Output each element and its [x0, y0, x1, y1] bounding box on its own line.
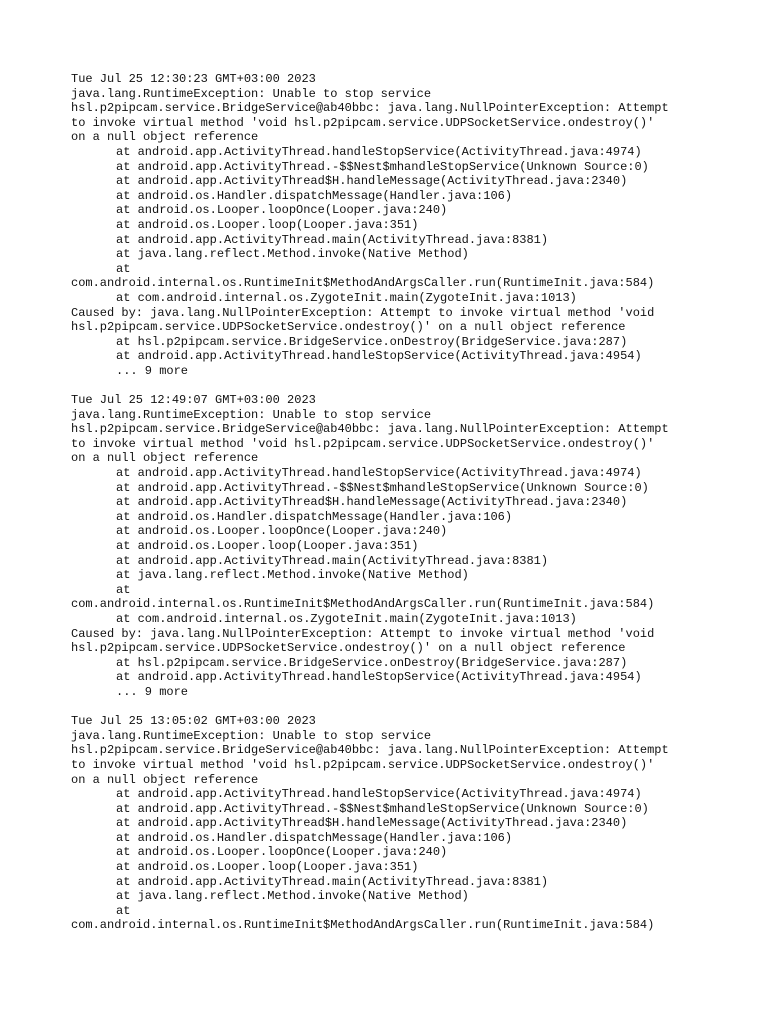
stack-trace-line: at android.app.ActivityThread$H.handleMessage(ActivityThread.java:2340) — [116, 816, 628, 831]
stack-trace-line: at android.app.ActivityThread.main(ActivityThread.java:8381) — [116, 232, 549, 247]
stack-trace-line: at android.app.ActivityThread.main(ActivityThread.java:8381) — [116, 553, 549, 568]
stack-trace-line: at android.os.Handler.dispatchMessage(Handler.java:106) — [116, 188, 513, 203]
stack-trace-line: at android.app.ActivityThread$H.handleMessage(ActivityThread.java:2340) — [116, 174, 628, 189]
stack-trace-line: at com.android.internal.os.ZygoteInit.main(ZygoteInit.java:1013) — [116, 611, 577, 626]
stack-trace-line: at android.os.Looper.loop(Looper.java:351) — [116, 539, 419, 553]
exception-message-line: to invoke virtual method 'void hsl.p2pipcam.service.UDPSocketService.ondestroy()' — [71, 436, 655, 451]
stack-trace-line: at java.lang.reflect.Method.invoke(Native Method) — [116, 247, 469, 262]
stack-trace-line: at android.app.ActivityThread.main(ActivityThread.java:8381) — [116, 874, 549, 889]
stack-trace-line: at android.os.Looper.loop(Looper.java:351) — [116, 860, 419, 875]
stack-trace-line: at android.app.ActivityThread.handleStopService(ActivityThread.java:4974) — [116, 144, 642, 159]
stack-trace-line: at android.app.ActivityThread.-$$Nest$mhandleStopService(Unknown Source:0) — [116, 801, 649, 816]
stack-trace-line: at android.os.Handler.dispatchMessage(Handler.java:106) — [116, 830, 513, 845]
stack-trace-line: at hsl.p2pipcam.service.BridgeService.onDestroy(BridgeService.java:287) — [116, 334, 628, 349]
stack-trace-line: at android.app.ActivityThread.handleStopService(ActivityThread.java:4974) — [116, 787, 642, 802]
exception-message-line: java.lang.RuntimeException: Unable to stop service — [71, 86, 432, 101]
stack-trace-line: com.android.internal.os.RuntimeInit$MethodAndArgsCaller.run(RuntimeInit.java:584) — [71, 597, 655, 612]
exception-message-line: hsl.p2pipcam.service.BridgeService@ab40bbc: java.lang.NullPointerException: Attempt — [71, 743, 669, 758]
exception-message-line: on a null object reference — [71, 130, 259, 145]
exception-message-line: java.lang.RuntimeException: Unable to stop service — [71, 407, 432, 422]
log-entry — [71, 72, 751, 378]
stack-trace-line: at hsl.p2pipcam.service.BridgeService.onDestroy(BridgeService.java:287) — [116, 655, 628, 670]
stack-trace-line: at android.app.ActivityThread$H.handleMessage(ActivityThread.java:2340) — [116, 495, 628, 510]
stack-trace-line: hsl.p2pipcam.service.UDPSocketService.ondestroy()' on a null object reference — [71, 320, 626, 335]
stack-trace-line: at android.app.ActivityThread.-$$Nest$mhandleStopService(Unknown Source:0) — [116, 159, 649, 174]
stack-trace-line: hsl.p2pipcam.service.UDPSocketService.ondestroy()' on a null object reference — [71, 641, 626, 656]
log-timestamp: Tue Jul 25 12:30:23 GMT+03:00 2023 — [71, 72, 316, 86]
caused-by-line: Caused by: java.lang.NullPointerException: Attempt to invoke virtual method 'void — [71, 305, 655, 320]
stack-trace-line: at android.os.Looper.loopOnce(Looper.java:240) — [116, 524, 448, 539]
stack-trace-line: at — [116, 261, 131, 276]
caused-by-line: Caused by: java.lang.NullPointerException: Attempt to invoke virtual method 'void — [71, 626, 655, 641]
stack-trace-line: at — [116, 903, 131, 918]
log-entry — [71, 714, 751, 933]
crash-log-document — [71, 72, 751, 948]
log-timestamp: Tue Jul 25 12:49:07 GMT+03:00 2023 — [71, 393, 316, 408]
stack-trace-line: at android.os.Looper.loopOnce(Looper.java:240) — [116, 845, 448, 860]
stack-trace-line: com.android.internal.os.RuntimeInit$MethodAndArgsCaller.run(RuntimeInit.java:584) — [71, 276, 655, 291]
exception-message-line: to invoke virtual method 'void hsl.p2pipcam.service.UDPSocketService.ondestroy()' — [71, 757, 655, 772]
stack-trace-line: ... 9 more — [116, 684, 189, 699]
stack-trace-line: at android.os.Handler.dispatchMessage(Handler.java:106) — [116, 509, 513, 524]
stack-trace-line: at android.os.Looper.loop(Looper.java:351) — [116, 217, 419, 232]
exception-message-line: to invoke virtual method 'void hsl.p2pipcam.service.UDPSocketService.ondestroy()' — [71, 115, 655, 130]
stack-trace-line: at android.app.ActivityThread.-$$Nest$mhandleStopService(Unknown Source:0) — [116, 480, 649, 495]
stack-trace-line: ... 9 more — [116, 363, 189, 378]
stack-trace-line: at android.os.Looper.loopOnce(Looper.java:240) — [116, 203, 448, 218]
stack-trace-line: com.android.internal.os.RuntimeInit$MethodAndArgsCaller.run(RuntimeInit.java:584) — [71, 918, 655, 933]
stack-trace-line: at java.lang.reflect.Method.invoke(Native Method) — [116, 889, 469, 904]
exception-message-line: hsl.p2pipcam.service.BridgeService@ab40bbc: java.lang.NullPointerException: Attempt — [71, 422, 669, 437]
exception-message-line: hsl.p2pipcam.service.BridgeService@ab40bbc: java.lang.NullPointerException: Attempt — [71, 101, 669, 116]
log-timestamp: Tue Jul 25 13:05:02 GMT+03:00 2023 — [71, 714, 316, 729]
exception-message-line: java.lang.RuntimeException: Unable to stop service — [71, 728, 432, 743]
exception-message-line: on a null object reference — [71, 772, 259, 787]
stack-trace-line: at com.android.internal.os.ZygoteInit.main(ZygoteInit.java:1013) — [116, 290, 577, 305]
stack-trace-line: at java.lang.reflect.Method.invoke(Native Method) — [116, 568, 469, 583]
log-entry — [71, 393, 751, 699]
exception-message-line: on a null object reference — [71, 451, 259, 466]
stack-trace-line: at android.app.ActivityThread.handleStopService(ActivityThread.java:4974) — [116, 466, 642, 481]
stack-trace-line: at android.app.ActivityThread.handleStopService(ActivityThread.java:4954) — [116, 349, 642, 364]
stack-trace-line: at android.app.ActivityThread.handleStopService(ActivityThread.java:4954) — [116, 670, 642, 685]
stack-trace-line: at — [116, 582, 131, 597]
